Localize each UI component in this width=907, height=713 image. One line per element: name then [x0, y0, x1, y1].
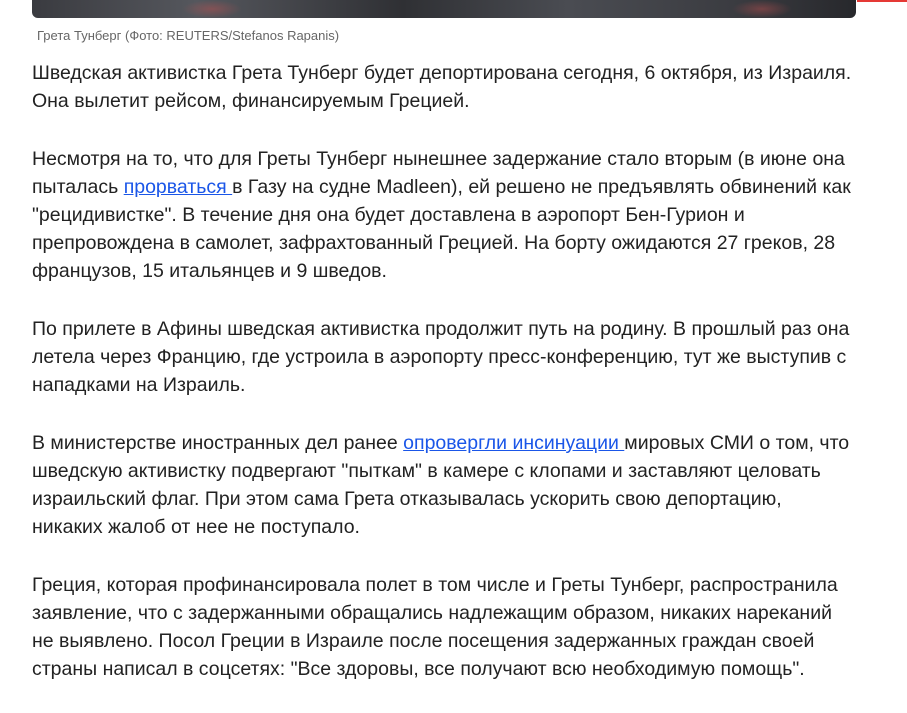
link-breakthrough[interactable]: прорваться [123, 176, 233, 198]
link-denied-insinuations[interactable]: опровергли инсинуации [403, 432, 625, 454]
paragraph-text: Шведская активистка Грета Тунберг будет депортирована сегодня, 6 октября, из Израиля. Она вылетит рейсом, финансируемым Грецией. [32, 62, 852, 112]
paragraph-1 [32, 59, 857, 115]
paragraph-2 [32, 145, 857, 285]
photo-detail [732, 0, 792, 18]
article-photo[interactable] [32, 0, 856, 18]
photo-detail [182, 0, 242, 18]
article-body [32, 59, 857, 713]
paragraph-text: В министерстве иностранных дел ранее [32, 432, 404, 454]
paragraph-text: Греция, которая профинансировала полет в том числе и Греты Тунберг, распространила заявление, что с задержанными обращались надлежащим образом, никаких нареканий не выявлено. Посол Греции в Израиле после посещения задержанных граждан своей страны написал в соцсетях: "Все здоровы, все получают всю необходимую помощь". [32, 574, 838, 680]
paragraph-text: Несмотря на то, что для Греты Тунберг нынешнее задержание стало вторым (в июне она пыталась [32, 148, 845, 198]
paragraph-4 [32, 429, 857, 541]
photo-caption: Грета Тунберг (Фото: REUTERS/Stefanos Rapanis) [37, 28, 340, 43]
paragraph-text: в Газу на судне Madleen), ей решено не предъявлять обвинений как "рецидивистке". В течение дня она будет доставлена в аэропорт Бен-Гурион и препровождена в самолет, зафрахтованный Грецией. На борту ожидаются 27 греков, 28 французов, 15 итальянцев и 9 шведов. [32, 176, 851, 282]
paragraph-5 [32, 571, 857, 683]
side-accent-bar [857, 0, 907, 2]
paragraph-text: По прилете в Афины шведская активистка продолжит путь на родину. В прошлый раз она летела через Францию, где устроила в аэропорту пресс-конференцию, тут же выступив с нападками на Израиль. [32, 318, 850, 396]
paragraph-text: мировых СМИ о том, что шведскую активистку подвергают "пыткам" в камере с клопами и заставляют целовать израильский флаг. При этом сама Грета отказывалась ускорить свою депортацию, никаких жалоб от нее не поступало. [32, 432, 850, 538]
paragraph-3 [32, 315, 857, 399]
